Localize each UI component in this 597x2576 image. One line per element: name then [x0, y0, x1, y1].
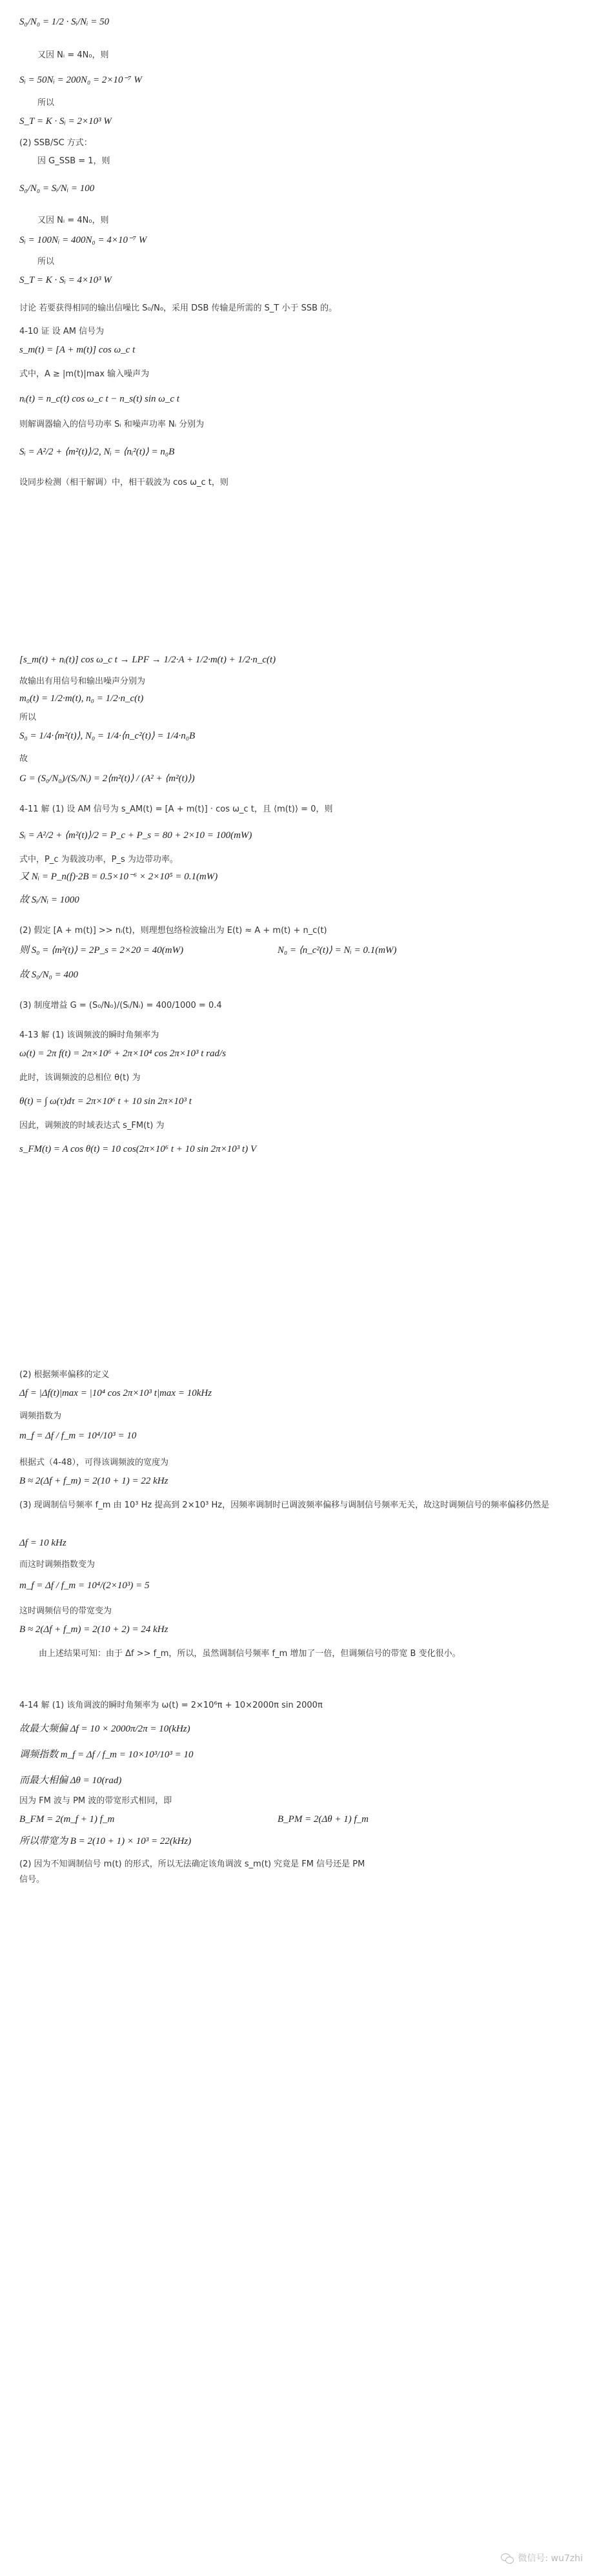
eq-si-ssb: Sᵢ = 100Nᵢ = 400N₀ = 4×10⁻⁷ W	[19, 235, 147, 245]
blank-space	[0, 1898, 597, 2544]
paragraph: 由上述结果可知：由于 Δf >> f_m，所以，虽然调制信号频率 f_m 增加了一倍，但调频信号的带宽 B 变化很小。	[39, 1649, 461, 1659]
eq-am-signal: s_m(t) = [A + m(t)] cos ω_c t	[19, 345, 136, 355]
wechat-icon	[501, 2552, 514, 2564]
problem-4-13-heading: 4-13 解 (1) 该调频波的瞬时角频率为	[19, 1030, 159, 1040]
eq-no: N₀ = ⟨n_c²(t)⟩ = Nᵢ = 0.1(mW)	[278, 945, 397, 956]
eq-so: 则 S₀ = ⟨m²(t)⟩ = 2P_s = 2×20 = 40(mW)	[19, 945, 184, 956]
watermark-text: 微信号: wu7zhi	[518, 2553, 583, 2564]
section-heading: (2) SSB/SC 方式：	[19, 138, 92, 148]
eq-ratio-ssb: S₀/N₀ = Sᵢ/Nᵢ = 100	[19, 183, 95, 194]
eq-mf: m_f = Δf / f_m = 10⁴/10³ = 10	[19, 1431, 137, 1441]
problem-4-10-heading: 4-10 证 设 AM 信号为	[19, 327, 105, 336]
text-line: (2) 根据频率偏移的定义	[19, 1370, 110, 1380]
eq-theta: θ(t) = ∫ ω(τ)dτ = 2π×10⁶ t + 10 sin 2π×10³ t	[19, 1096, 192, 1107]
eq-b-pm: B_PM = 2(Δθ + 1) f_m	[278, 1814, 369, 1825]
text-line: 此时，该调频波的总相位 θ(t) 为	[19, 1073, 141, 1083]
text-line: 又因 Nᵢ = 4N₀，则	[37, 50, 109, 60]
text-line: (2) 假定 [A + m(t)] >> nᵢ(t)，则理想包络检波输出为 E(t) ≈ A + m(t) + n_c(t)	[19, 926, 327, 935]
eq-output-signal-noise: m₀(t) = 1/2·m(t), n₀ = 1/2·n_c(t)	[19, 693, 144, 704]
text-line: 所以	[19, 713, 37, 722]
eq-snr-in: 故 Sᵢ/Nᵢ = 1000	[19, 895, 79, 905]
text-line: 故输出有用信号和输出噪声分别为	[19, 677, 146, 686]
text-line: (2) 因为不知调制信号 m(t) 的形式，所以无法确定该角调波 s_m(t) 究竟是 FM 信号还是 PM	[19, 1859, 365, 1869]
text-line: 因 G_SSB = 1，则	[37, 156, 110, 166]
eq-si-power: Sᵢ = A²/2 + ⟨m²(t)⟩/2 = P_c + P_s = 80 + 2×10 = 100(mW)	[19, 830, 252, 841]
text-line: 设同步检测（相干解调）中，相干载波为 cos ω_c t，则	[19, 478, 228, 487]
eq-omega: ω(t) = 2π f(t) = 2π×10⁶ + 2π×10⁴ cos 2π×10³ t rad/s	[19, 1048, 227, 1059]
text-line: 而这时调频指数变为	[19, 1560, 96, 1569]
eq-bandwidth-1: B ≈ 2(Δf + f_m) = 2(10 + 1) = 22 kHz	[19, 1476, 168, 1486]
text-line: 故	[19, 754, 28, 764]
eq-si-ni: Sᵢ = A²/2 + ⟨m²(t)⟩/2, Nᵢ = ⟨nᵢ²(t)⟩ = n₀B	[19, 447, 175, 457]
paragraph: (3) 现调制信号频率 f_m 由 10³ Hz 提高到 2×10³ Hz，因频率调制时已调波频率偏移与调制信号频率无关，故这时调频信号的频率偏移仍然是	[19, 1500, 550, 1510]
eq-delta-f-2: Δf = 10 kHz	[19, 1538, 66, 1548]
problem-4-14-heading: 4-14 解 (1) 该角调波的瞬时角频率为 ω(t) = 2×10⁶π + 10×2000π sin 2000π	[19, 1701, 323, 1710]
eq-st-dsb: S_T = K · Sᵢ = 2×10³ W	[19, 116, 112, 127]
eq-max-deviation: 故最大频偏 Δf = 10 × 2000π/2π = 10(kHz)	[19, 1724, 190, 1734]
blank-space	[0, 510, 597, 646]
eq-si-dsb: Sᵢ = 50Nᵢ = 200N₀ = 2×10⁻⁷ W	[19, 75, 142, 85]
problem-4-11-heading: 4-11 解 (1) 设 AM 信号为 s_AM(t) = [A + m(t)] · cos ω_c t，且 ⟨m(t)⟩ = 0，则	[19, 804, 333, 814]
eq-system-gain: (3) 制度增益 G = (S₀/N₀)/(Sᵢ/Nᵢ) = 400/1000 = 0.4	[19, 1001, 222, 1010]
eq-mf-2: m_f = Δf / f_m = 10⁴/(2×10³) = 5	[19, 1580, 150, 1591]
text-line: 所以	[37, 257, 55, 267]
text-line: 式中，P_c 为载波功率，P_s 为边带功率。	[19, 855, 178, 864]
text-line: 这时调频信号的带宽变为	[19, 1606, 112, 1616]
blank-space	[0, 1169, 597, 1356]
eq-st-ssb: S_T = K · Sᵢ = 4×10³ W	[19, 275, 112, 285]
eq-b-fm: B_FM = 2(m_f + 1) f_m	[19, 1814, 115, 1825]
eq-ni-power: 又 Nᵢ = P_n(f)·2B = 0.5×10⁻⁶ × 2×10⁵ = 0.1(mW)	[19, 872, 218, 882]
eq-so-no: S₀ = 1/4·⟨m²(t)⟩, N₀ = 1/4·⟨n_c²(t)⟩ = 1/4·n₀B	[19, 731, 196, 741]
eq-ratio-dsb: S₀/N₀ = 1/2 · Sᵢ/Nᵢ = 50	[19, 17, 110, 27]
text-line: 又因 Nᵢ = 4N₀，则	[37, 216, 109, 225]
text-line: 根据式（4-48），可得该调频波的宽度为	[19, 1458, 169, 1467]
eq-delta-f: Δf = |Δf(t)|max = |10⁴ cos 2π×10³ t|max = 10kHz	[19, 1388, 212, 1398]
eq-snr-out: 故 S₀/N₀ = 400	[19, 970, 78, 980]
eq-gain-g: G = (S₀/N₀)/(Sᵢ/Nᵢ) = 2⟨m²(t)⟩ / (A² + ⟨m²(t)⟩)	[19, 773, 195, 784]
eq-coherent-demod: [s_m(t) + nᵢ(t)] cos ω_c t → LPF → 1/2·A + 1/2·m(t) + 1/2·n_c(t)	[19, 655, 276, 665]
text-line: 式中，A ≥ |m(t)|max 输入噪声为	[19, 369, 150, 379]
watermark	[501, 2551, 583, 2564]
discussion: 讨论 若要获得相同的输出信噪比 S₀/N₀，采用 DSB 传输是所需的 S_T 小于 SSB 的。	[19, 303, 338, 313]
text-line: 调频指数为	[19, 1411, 62, 1421]
eq-input-noise: nᵢ(t) = n_c(t) cos ω_c t − n_s(t) sin ω_c t	[19, 394, 179, 404]
eq-phase-dev: 而最大相偏 Δθ = 10(rad)	[19, 1775, 122, 1786]
eq-sfm: s_FM(t) = A cos θ(t) = 10 cos(2π×10⁶ t + 10 sin 2π×10³ t) V	[19, 1144, 257, 1154]
text-line: 所以	[37, 98, 55, 108]
eq-mod-index: 调频指数 m_f = Δf / f_m = 10×10³/10³ = 10	[19, 1750, 194, 1760]
text-line: 因为 FM 波与 PM 波的带宽形式相同，即	[19, 1796, 172, 1806]
eq-bandwidth-2: B ≈ 2(Δf + f_m) = 2(10 + 2) = 24 kHz	[19, 1624, 168, 1635]
text-line: 因此，调频波的时域表达式 s_FM(t) 为	[19, 1121, 165, 1130]
eq-bandwidth-final: 所以带宽为 B = 2(10 + 1) × 10³ = 22(kHz)	[19, 1836, 192, 1846]
text-line: 则解调器输入的信号功率 Sᵢ 和噪声功率 Nᵢ 分别为	[19, 420, 205, 429]
text-line: 信号。	[19, 1875, 45, 1885]
